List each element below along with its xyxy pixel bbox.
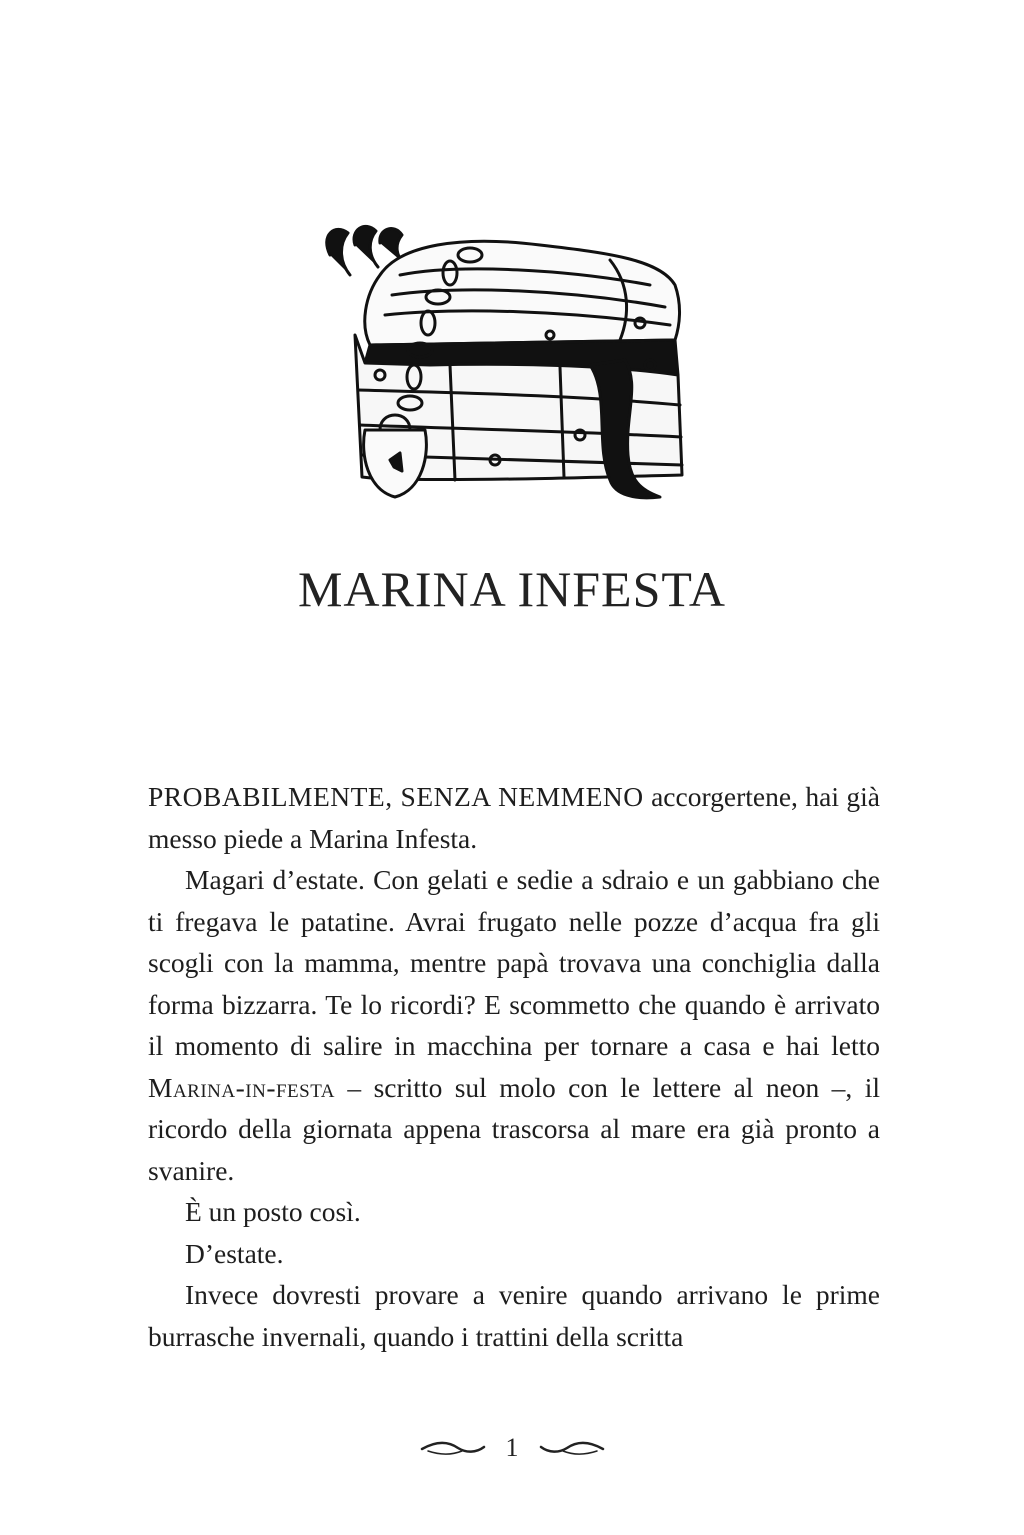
paragraph-text: Magari d’estate. Con gelati e sedie a sdraio e un gabbiano che ti fregava le patatine. Avrai frugato nelle pozze d’acqua fra gli scogli con la mamma, mentre papà trovava una conchiglia dalla forma bizzarra. Te lo ricordi? E scommetto che quando è arrivato il momento di salire in macchina per tornare a casa e hai letto: [148, 864, 880, 1061]
sign-text: Marina-in-festa: [148, 1071, 336, 1103]
body-text: [148, 776, 880, 1357]
paragraph: D’estate.: [185, 1237, 284, 1269]
swash-ornament-left-icon: [418, 1437, 488, 1459]
opening-caps: PROBABILMENTE, SENZA NEMMENO: [148, 781, 644, 812]
paragraph-text: accorgertene, hai già messo piede a Marina Infesta.: [148, 781, 881, 854]
paragraph-text: – scritto sul molo con le lettere al neon –, il ricordo della giornata appena trascorsa al mare era già pronto a svanire.: [148, 1071, 880, 1186]
page-number: 1: [505, 1433, 519, 1462]
swash-ornament-right-icon: [537, 1437, 607, 1459]
treasure-chest-icon: [310, 215, 700, 515]
paragraph: [148, 776, 880, 859]
paragraph: [148, 859, 880, 1191]
chapter-title: MARINA INFESTA: [297, 561, 727, 617]
paragraph: Invece dovresti provare a venire quando arrivano le prime burrasche invernali, quando i trattini della scritta: [148, 1279, 880, 1352]
paragraph: È un posto così.: [185, 1196, 361, 1227]
page-footer: [0, 1428, 1024, 1468]
